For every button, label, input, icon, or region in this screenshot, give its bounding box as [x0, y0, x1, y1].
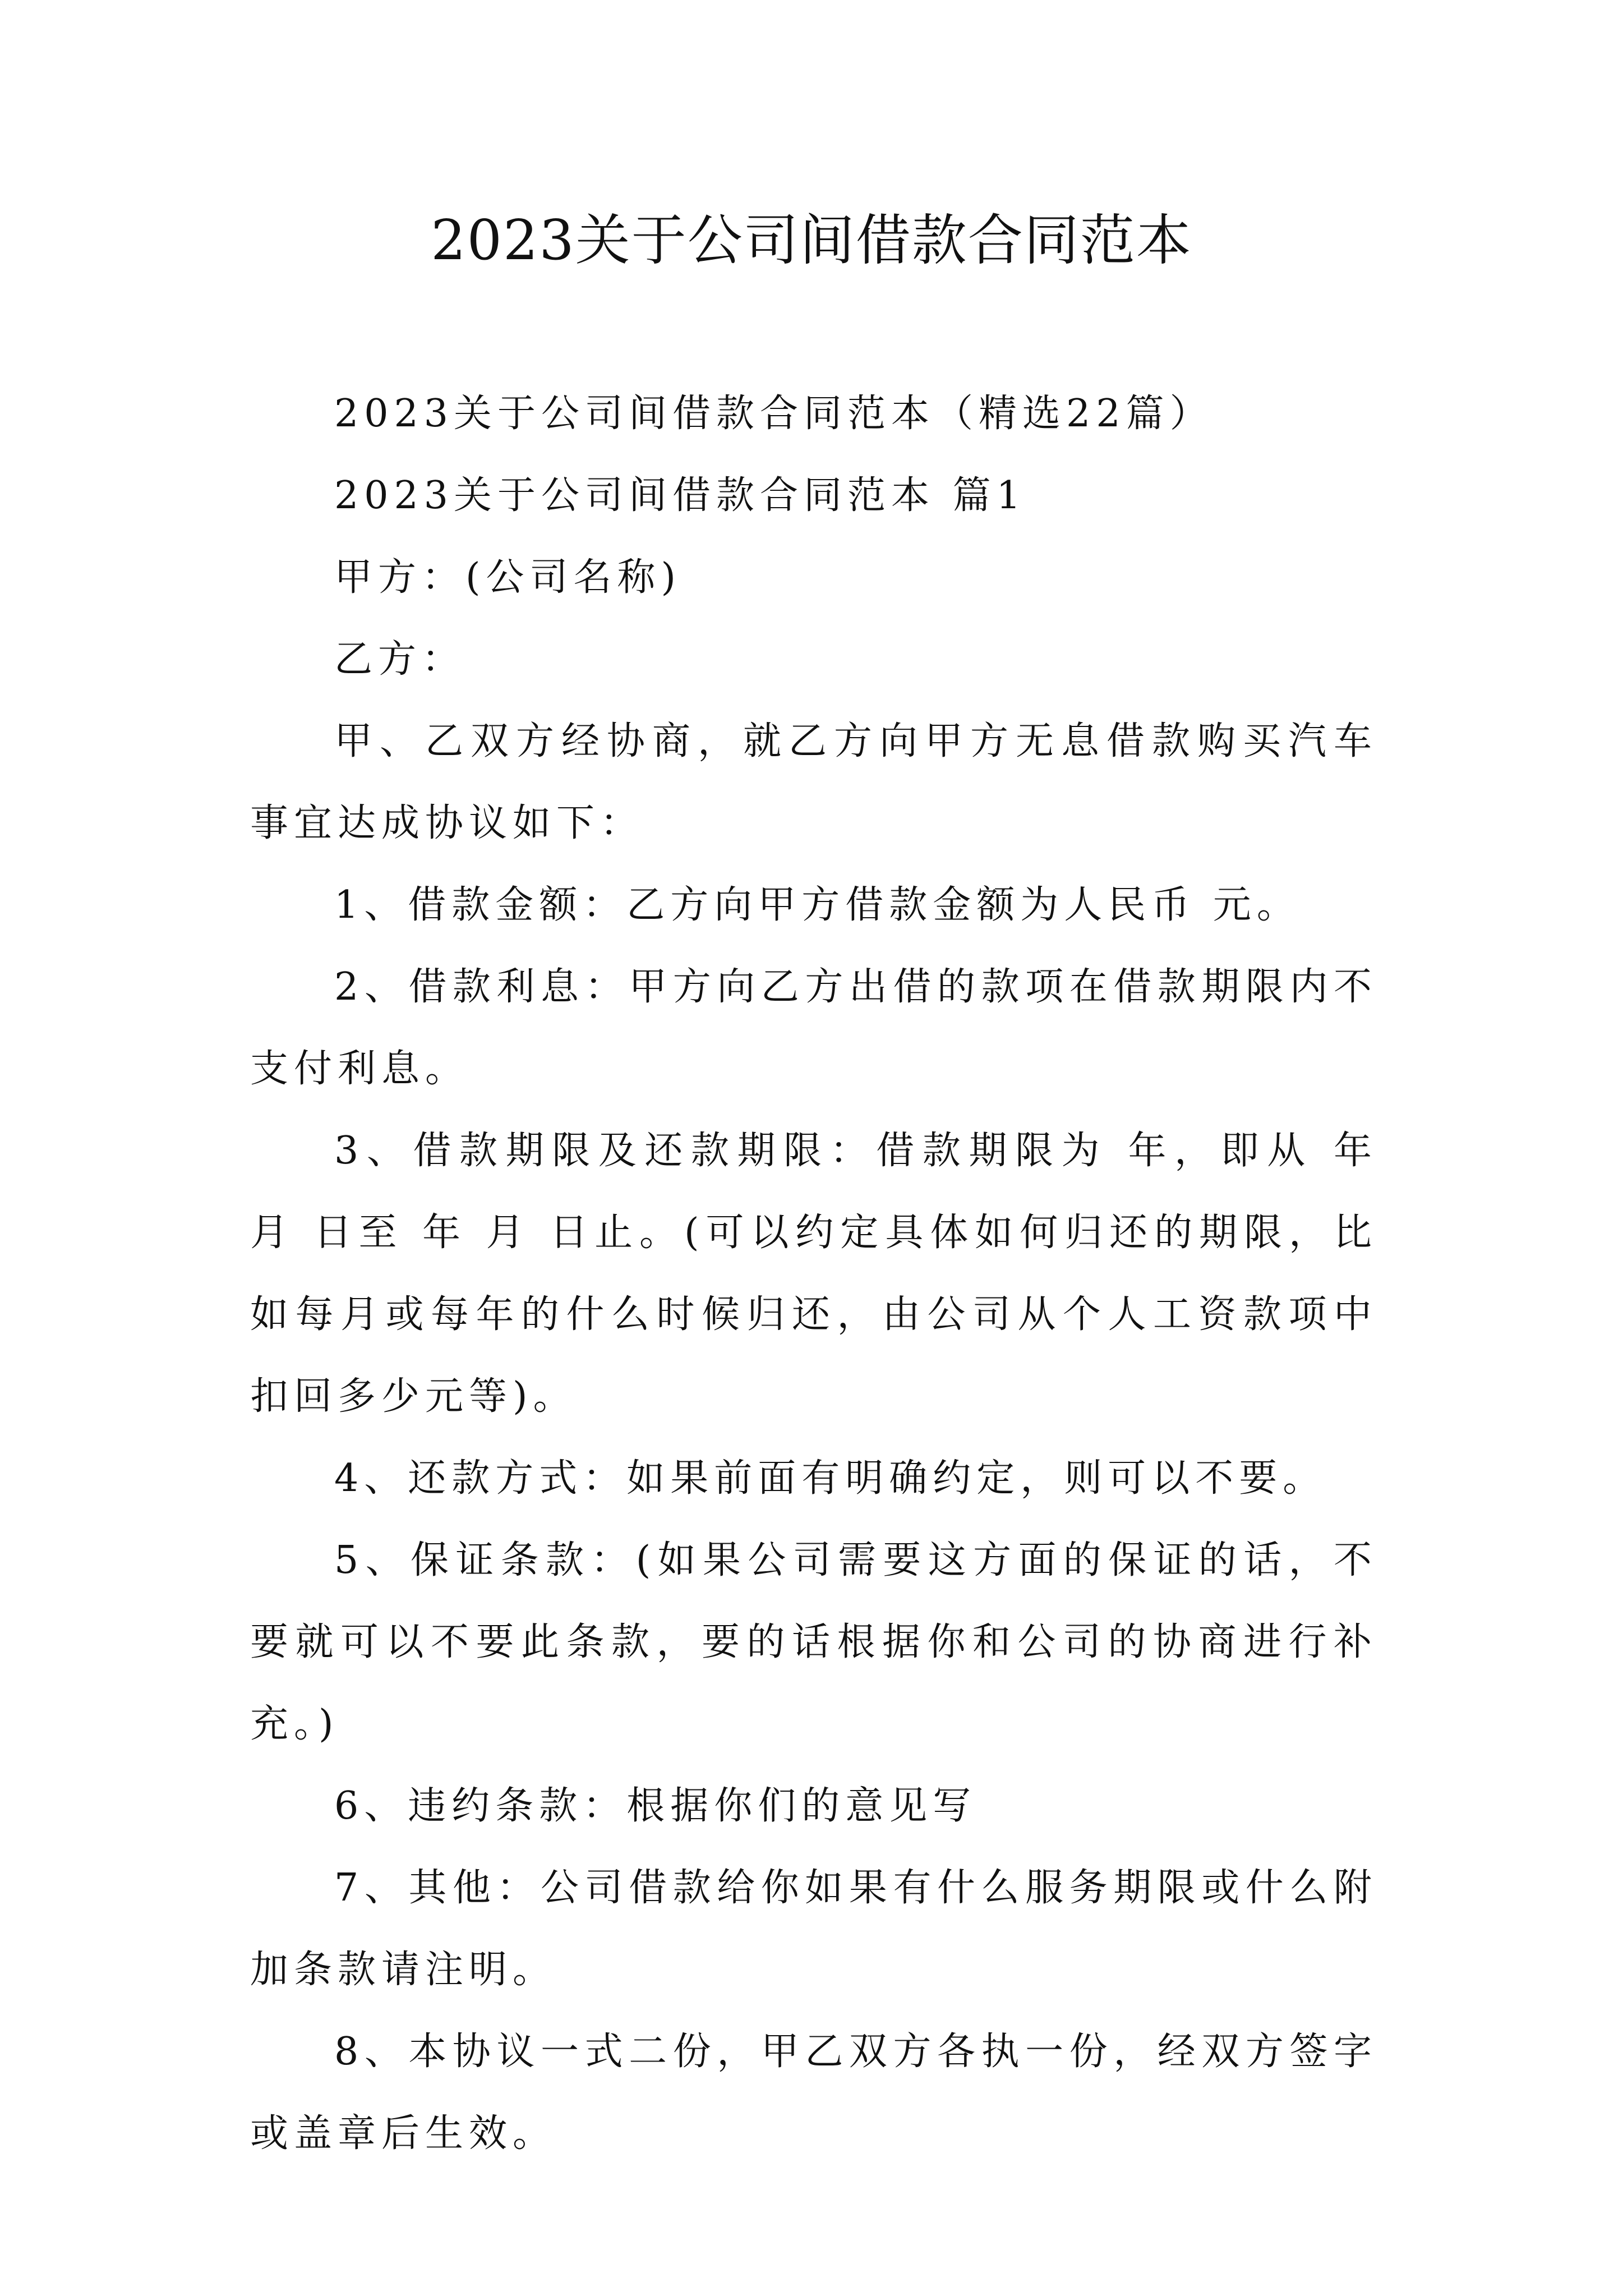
preamble-paragraph: 甲、乙双方经协商，就乙方向甲方无息借款购买汽车事宜达成协议如下：: [250, 719, 1377, 845]
document-title: 2023关于公司间借款合同范本: [431, 209, 1192, 273]
clause-7-paragraph: 7、其他：公司借款给你如果有什么服务期限或什么附加条款请注明。: [250, 1866, 1377, 1992]
clause-2-paragraph: 2、借款利息：甲方向乙方出借的款项在借款期限内不支付利息。: [250, 965, 1377, 1091]
party-b-line: 乙方：: [334, 637, 466, 682]
clause-8-paragraph: 8、本协议一式二份，甲乙双方各执一份，经双方签字或盖章后生效。: [250, 2030, 1377, 2156]
clause-6-paragraph: 6、违约条款：根据你们的意见写: [334, 1784, 977, 1828]
clause-4-paragraph: 4、还款方式：如果前面有明确约定，则可以不要。: [334, 1456, 1327, 1501]
subtitle-paragraph: 2023关于公司间借款合同范本（精选22篇）: [334, 392, 1214, 436]
section-heading: 2023关于公司间借款合同范本 篇1: [334, 473, 1026, 518]
clause-3-paragraph: 3、借款期限及还款期限：借款期限为 年，即从 年 月 日至 年 月 日止。(可以约定具体如何归还的期限，比如每月或每年的什么时候归还，由公司从个人工资款项中扣回多少元等)。: [250, 1129, 1377, 1419]
party-a-line: 甲方：(公司名称): [334, 555, 682, 600]
clause-5-paragraph: 5、保证条款：(如果公司需要这方面的保证的话，不要就可以不要此条款，要的话根据你和公司的协商进行补充。): [250, 1538, 1377, 1746]
document-body: [250, 373, 1377, 2175]
clause-1-paragraph: 1、借款金额：乙方向甲方借款金额为人民币 元。: [334, 883, 1301, 927]
